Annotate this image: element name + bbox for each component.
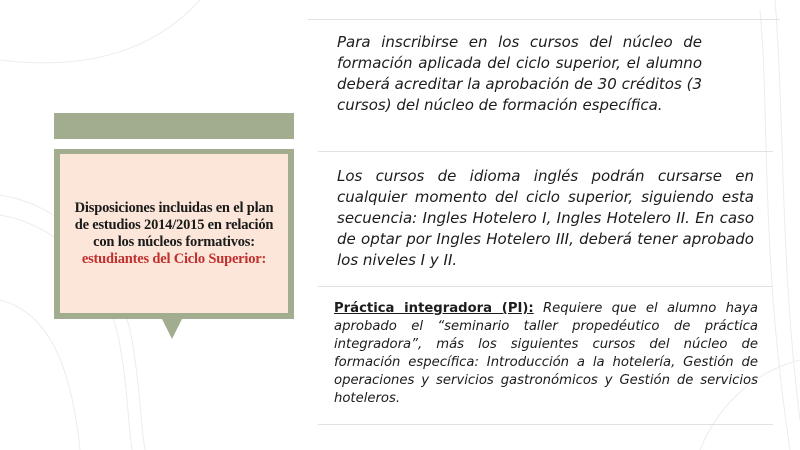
requirement-text-2: Los cursos de idioma inglés podrán cursarse en cualquier momento del ciclo superior, siguiendo esta secuencia: Ingles Hotelero I, Ingles Hotelero II. En caso de optar por Ingles Hotelero III, deberá tener aprobado los niveles I y II. bbox=[337, 167, 754, 269]
callout-label bbox=[74, 200, 274, 268]
divider-lower bbox=[318, 286, 773, 287]
divider-top bbox=[308, 19, 780, 20]
callout-inner bbox=[60, 154, 288, 313]
callout-pointer bbox=[162, 319, 182, 339]
callout-label-highlight: estudiantes del Ciclo Superior: bbox=[81, 250, 267, 267]
practica-integradora-title: Práctica integradora (PI): bbox=[334, 301, 534, 316]
requirement-text-1: Para inscribirse en los cursos del núcleo de formación aplicada del ciclo superior, el alumno deberá acreditar la aprobación de 30 créditos (3 cursos) del núcleo de formación específica. bbox=[337, 33, 702, 114]
divider-middle bbox=[318, 151, 773, 152]
callout-label-main: Disposiciones incluidas en el plan de estudios 2014/2015 en relación con los núcleos formativos: bbox=[74, 199, 274, 250]
header-band bbox=[54, 113, 294, 139]
requirement-text-3 bbox=[334, 300, 758, 408]
practica-integradora-body: Requiere que el alumno haya aprobado el “seminario taller propedéutico de práctica integradora”, más los siguientes cursos del núcleo de formación específica: Introducción a la hotelería, Gestión de operaciones y servicios gastronómicos y Gestión de servicios hoteleros. bbox=[334, 301, 758, 406]
divider-bottom bbox=[318, 424, 773, 425]
callout-box bbox=[54, 149, 294, 319]
